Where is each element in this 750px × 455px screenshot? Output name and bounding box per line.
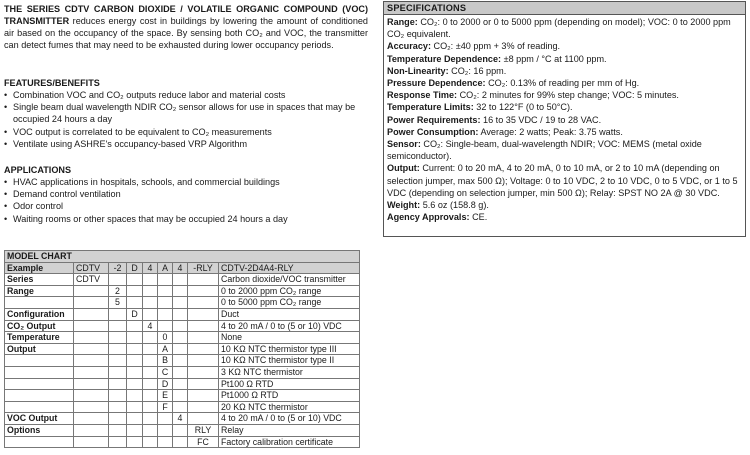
model-cell bbox=[188, 320, 219, 332]
model-cell bbox=[173, 320, 188, 332]
model-cell bbox=[188, 343, 219, 355]
model-cell bbox=[127, 436, 143, 448]
model-cell bbox=[127, 424, 143, 436]
model-cell bbox=[158, 424, 173, 436]
list-item: • VOC output is correlated to be equivalent to CO₂ measurements bbox=[4, 126, 370, 138]
model-cell bbox=[109, 343, 127, 355]
model-cell bbox=[143, 401, 158, 413]
model-cell bbox=[188, 390, 219, 402]
model-cell: 4 bbox=[173, 262, 188, 274]
model-cell bbox=[173, 366, 188, 378]
list-item: • Odor control bbox=[4, 200, 370, 212]
model-cell bbox=[173, 285, 188, 297]
spec-item bbox=[387, 77, 742, 89]
model-cell: Carbon dioxide/VOC transmitter bbox=[219, 274, 360, 286]
model-cell bbox=[173, 297, 188, 309]
model-row bbox=[5, 378, 360, 390]
model-cell bbox=[158, 297, 173, 309]
model-cell: CDTV-2D4A4-RLY bbox=[219, 262, 360, 274]
spec-value: CO₂: ±40 ppm + 3% of reading. bbox=[430, 41, 561, 52]
model-cell bbox=[127, 413, 143, 425]
spec-item bbox=[387, 126, 742, 138]
model-cell bbox=[158, 274, 173, 286]
model-cell: 20 KΩ NTC thermistor bbox=[219, 401, 360, 413]
model-row bbox=[5, 308, 360, 320]
model-cell bbox=[74, 366, 109, 378]
spec-label: Agency Approvals: bbox=[387, 212, 470, 223]
spec-item bbox=[387, 101, 742, 113]
model-row bbox=[5, 390, 360, 402]
model-cell bbox=[143, 297, 158, 309]
model-cell: FC bbox=[188, 436, 219, 448]
model-cell bbox=[143, 424, 158, 436]
model-cell bbox=[74, 401, 109, 413]
model-cell: Options bbox=[5, 424, 74, 436]
model-cell bbox=[74, 390, 109, 402]
model-cell bbox=[109, 390, 127, 402]
model-cell bbox=[127, 274, 143, 286]
model-cell bbox=[5, 390, 74, 402]
intro-body: reduces energy cost in buildings by lowering the amount of conditioned air based on the occupancy of the space. By sensing both CO₂ and VOC, the transmitter can detect fumes that may need to be exhausted during lower occupancy periods. bbox=[4, 16, 368, 50]
spec-value: CO₂: 16 ppm. bbox=[448, 65, 507, 76]
model-row bbox=[5, 343, 360, 355]
model-cell bbox=[158, 436, 173, 448]
model-cell: 0 to 2000 ppm CO₂ range bbox=[219, 285, 360, 297]
list-item: • Ventilate using ASHRE's occupancy-based VRP Algorithm bbox=[4, 138, 370, 150]
model-cell: B bbox=[158, 355, 173, 367]
model-cell: 4 to 20 mA / 0 to (5 or 10) VDC bbox=[219, 413, 360, 425]
model-cell: F bbox=[158, 401, 173, 413]
model-cell bbox=[173, 378, 188, 390]
model-cell: Pt1000 Ω RTD bbox=[219, 390, 360, 402]
model-row bbox=[5, 285, 360, 297]
model-cell bbox=[5, 436, 74, 448]
model-row bbox=[5, 355, 360, 367]
model-cell bbox=[158, 285, 173, 297]
model-cell: D bbox=[127, 308, 143, 320]
model-cell: 3 KΩ NTC thermistor bbox=[219, 366, 360, 378]
model-cell: CDTV bbox=[74, 262, 109, 274]
model-cell bbox=[143, 308, 158, 320]
model-cell bbox=[74, 285, 109, 297]
model-cell: 5 bbox=[109, 297, 127, 309]
spec-item bbox=[387, 114, 742, 126]
model-cell: Duct bbox=[219, 308, 360, 320]
model-row bbox=[5, 274, 360, 286]
spec-label: Sensor: bbox=[387, 139, 421, 150]
model-cell bbox=[109, 401, 127, 413]
spec-value: CO₂: Single-beam, dual-wavelength NDIR; VOC: MEMS (metal oxide semiconductor). bbox=[387, 139, 702, 162]
model-cell bbox=[188, 332, 219, 344]
model-cell bbox=[143, 413, 158, 425]
model-cell bbox=[188, 355, 219, 367]
model-cell: CDTV bbox=[74, 274, 109, 286]
model-cell bbox=[173, 390, 188, 402]
model-cell: D bbox=[127, 262, 143, 274]
model-cell bbox=[188, 297, 219, 309]
model-cell bbox=[127, 320, 143, 332]
spec-label: Response Time: bbox=[387, 90, 458, 101]
spec-item bbox=[387, 89, 742, 101]
spec-item bbox=[387, 53, 742, 65]
model-cell: 4 to 20 mA / 0 to (5 or 10) VDC bbox=[219, 320, 360, 332]
model-cell bbox=[143, 436, 158, 448]
model-cell: CO₂ Output bbox=[5, 320, 74, 332]
model-cell bbox=[158, 413, 173, 425]
model-cell: Range bbox=[5, 285, 74, 297]
model-row bbox=[5, 424, 360, 436]
list-item: • Combination VOC and CO₂ outputs reduce labor and material costs bbox=[4, 89, 370, 101]
list-item: • Waiting rooms or other spaces that may be occupied 24 hours a day bbox=[4, 213, 370, 225]
model-cell: Configuration bbox=[5, 308, 74, 320]
intro-paragraph bbox=[4, 3, 368, 51]
features-list bbox=[4, 89, 370, 150]
model-cell: Factory calibration certificate bbox=[219, 436, 360, 448]
specifications-title: SPECIFICATIONS bbox=[384, 2, 745, 15]
model-cell: 0 bbox=[158, 332, 173, 344]
model-cell: Pt100 Ω RTD bbox=[219, 378, 360, 390]
spec-item bbox=[387, 65, 742, 77]
model-cell bbox=[127, 285, 143, 297]
spec-item bbox=[387, 16, 742, 40]
model-cell bbox=[127, 343, 143, 355]
model-cell bbox=[109, 332, 127, 344]
applications-list bbox=[4, 176, 370, 225]
model-cell bbox=[158, 308, 173, 320]
model-cell bbox=[127, 332, 143, 344]
model-cell: -RLY bbox=[188, 262, 219, 274]
spec-label: Accuracy: bbox=[387, 41, 431, 52]
model-cell bbox=[188, 401, 219, 413]
spec-label: Pressure Dependence: bbox=[387, 78, 486, 89]
spec-label: Non-Linearity: bbox=[387, 65, 449, 76]
model-row bbox=[5, 413, 360, 425]
model-cell: 10 KΩ NTC thermistor type II bbox=[219, 355, 360, 367]
list-item: • HVAC applications in hospitals, schools, and commercial buildings bbox=[4, 176, 370, 188]
model-cell bbox=[127, 401, 143, 413]
model-cell bbox=[143, 355, 158, 367]
model-cell: None bbox=[219, 332, 360, 344]
model-cell bbox=[143, 366, 158, 378]
spec-label: Output: bbox=[387, 163, 420, 174]
model-cell: 0 to 5000 ppm CO₂ range bbox=[219, 297, 360, 309]
model-cell bbox=[158, 320, 173, 332]
model-cell: 4 bbox=[143, 262, 158, 274]
model-cell: A bbox=[158, 262, 173, 274]
model-cell bbox=[173, 355, 188, 367]
model-cell bbox=[74, 308, 109, 320]
model-cell: A bbox=[158, 343, 173, 355]
model-cell: Temperature bbox=[5, 332, 74, 344]
model-cell bbox=[74, 413, 109, 425]
spec-item bbox=[387, 211, 742, 223]
model-cell: 2 bbox=[109, 285, 127, 297]
model-cell bbox=[109, 355, 127, 367]
model-cell: Series bbox=[5, 274, 74, 286]
model-chart-title: MODEL CHART bbox=[5, 251, 360, 263]
model-cell bbox=[143, 332, 158, 344]
model-cell bbox=[109, 378, 127, 390]
model-cell bbox=[127, 355, 143, 367]
model-cell bbox=[127, 366, 143, 378]
model-cell bbox=[143, 343, 158, 355]
intro-lead: THE SERIES CDTV CARBON DIOXIDE / VOLATILE ORGANIC COMPOUND (VOC) TRANSMITTER bbox=[4, 4, 368, 26]
list-item: • Demand control ventilation bbox=[4, 188, 370, 200]
model-cell bbox=[109, 274, 127, 286]
model-cell bbox=[109, 320, 127, 332]
model-cell bbox=[109, 366, 127, 378]
spec-label: Temperature Dependence: bbox=[387, 53, 502, 64]
model-cell bbox=[74, 320, 109, 332]
model-cell bbox=[74, 378, 109, 390]
model-cell: 10 KΩ NTC thermistor type III bbox=[219, 343, 360, 355]
spec-label: Temperature Limits: bbox=[387, 102, 474, 113]
spec-label: Power Requirements: bbox=[387, 114, 481, 125]
model-cell bbox=[109, 436, 127, 448]
spec-label: Range: bbox=[387, 17, 418, 27]
model-chart-table bbox=[4, 250, 360, 448]
model-cell bbox=[173, 401, 188, 413]
model-cell bbox=[143, 390, 158, 402]
model-cell: -2 bbox=[109, 262, 127, 274]
model-cell: E bbox=[158, 390, 173, 402]
model-cell bbox=[188, 274, 219, 286]
model-cell bbox=[188, 308, 219, 320]
spec-value: Current: 0 to 20 mA, 4 to 20 mA, 0 to 10 mA, or 2 to 10 mA (depending on selection jumper, max 500 Ω); Voltage: 0 to 10 VDC, 2 to 10 VDC, 0 to 5 VDC, or 1 to 5 VDC (depending on selection jumper, min 500 Ω); Relay: SPST NO 2A @ 30 VDC. bbox=[387, 163, 738, 198]
model-row bbox=[5, 401, 360, 413]
model-row bbox=[5, 297, 360, 309]
spec-value: Average: 2 watts; Peak: 3.75 watts. bbox=[478, 126, 623, 137]
model-cell bbox=[109, 413, 127, 425]
model-cell: Output bbox=[5, 343, 74, 355]
spec-item bbox=[387, 40, 742, 52]
model-cell bbox=[5, 297, 74, 309]
model-cell: RLY bbox=[188, 424, 219, 436]
spec-label: Power Consumption: bbox=[387, 126, 479, 137]
model-cell bbox=[188, 413, 219, 425]
model-cell bbox=[5, 366, 74, 378]
spec-value: 16 to 35 VDC / 19 to 28 VAC. bbox=[480, 114, 602, 125]
model-row bbox=[5, 332, 360, 344]
model-cell bbox=[173, 274, 188, 286]
model-cell bbox=[109, 424, 127, 436]
list-item: • Single beam dual wavelength NDIR CO₂ sensor allows for use in spaces that may be occupied 24 hours a day bbox=[4, 101, 370, 125]
model-cell bbox=[143, 285, 158, 297]
model-cell bbox=[143, 378, 158, 390]
model-cell bbox=[127, 390, 143, 402]
model-cell bbox=[173, 436, 188, 448]
model-cell: Example bbox=[5, 262, 74, 274]
model-cell bbox=[173, 332, 188, 344]
spec-item bbox=[387, 199, 742, 211]
model-cell: 4 bbox=[173, 413, 188, 425]
spec-value: 32 to 122°F (0 to 50°C). bbox=[473, 102, 573, 113]
model-cell bbox=[74, 332, 109, 344]
model-row bbox=[5, 366, 360, 378]
spec-value: CE. bbox=[469, 212, 488, 223]
model-cell bbox=[5, 355, 74, 367]
model-cell: D bbox=[158, 378, 173, 390]
model-cell bbox=[74, 436, 109, 448]
spec-value: 5.6 oz (158.8 g). bbox=[420, 200, 489, 211]
model-cell bbox=[5, 378, 74, 390]
model-cell bbox=[143, 274, 158, 286]
spec-item bbox=[387, 138, 742, 162]
spec-value: ±8 ppm / °C at 1100 ppm. bbox=[501, 53, 607, 64]
model-cell bbox=[188, 366, 219, 378]
features-heading: FEATURES/BENEFITS bbox=[4, 78, 100, 88]
model-cell bbox=[127, 378, 143, 390]
model-cell bbox=[109, 308, 127, 320]
model-cell: 4 bbox=[143, 320, 158, 332]
spec-value: CO₂: 2 minutes for 99% step change; VOC: 5 minutes. bbox=[457, 90, 679, 101]
model-cell bbox=[74, 355, 109, 367]
model-cell bbox=[173, 308, 188, 320]
specifications-body bbox=[384, 15, 745, 223]
model-cell: Relay bbox=[219, 424, 360, 436]
specifications-box bbox=[383, 1, 746, 237]
model-cell bbox=[173, 343, 188, 355]
model-cell bbox=[74, 424, 109, 436]
model-row bbox=[5, 436, 360, 448]
model-row bbox=[5, 262, 360, 274]
spec-value: CO₂: 0.13% of reading per mm of Hg. bbox=[485, 78, 640, 89]
model-row bbox=[5, 320, 360, 332]
model-cell bbox=[127, 297, 143, 309]
model-cell bbox=[74, 297, 109, 309]
model-cell bbox=[74, 343, 109, 355]
spec-value: CO₂: 0 to 2000 or 0 to 5000 ppm (depending on model); VOC: 0 to 2000 ppm CO₂ equivalent. bbox=[387, 17, 731, 40]
model-cell bbox=[5, 401, 74, 413]
model-cell bbox=[173, 424, 188, 436]
spec-item bbox=[387, 162, 742, 199]
spec-label: Weight: bbox=[387, 200, 421, 211]
model-cell bbox=[188, 285, 219, 297]
model-cell bbox=[188, 378, 219, 390]
applications-heading: APPLICATIONS bbox=[4, 165, 72, 175]
model-cell: C bbox=[158, 366, 173, 378]
model-cell: VOC Output bbox=[5, 413, 74, 425]
